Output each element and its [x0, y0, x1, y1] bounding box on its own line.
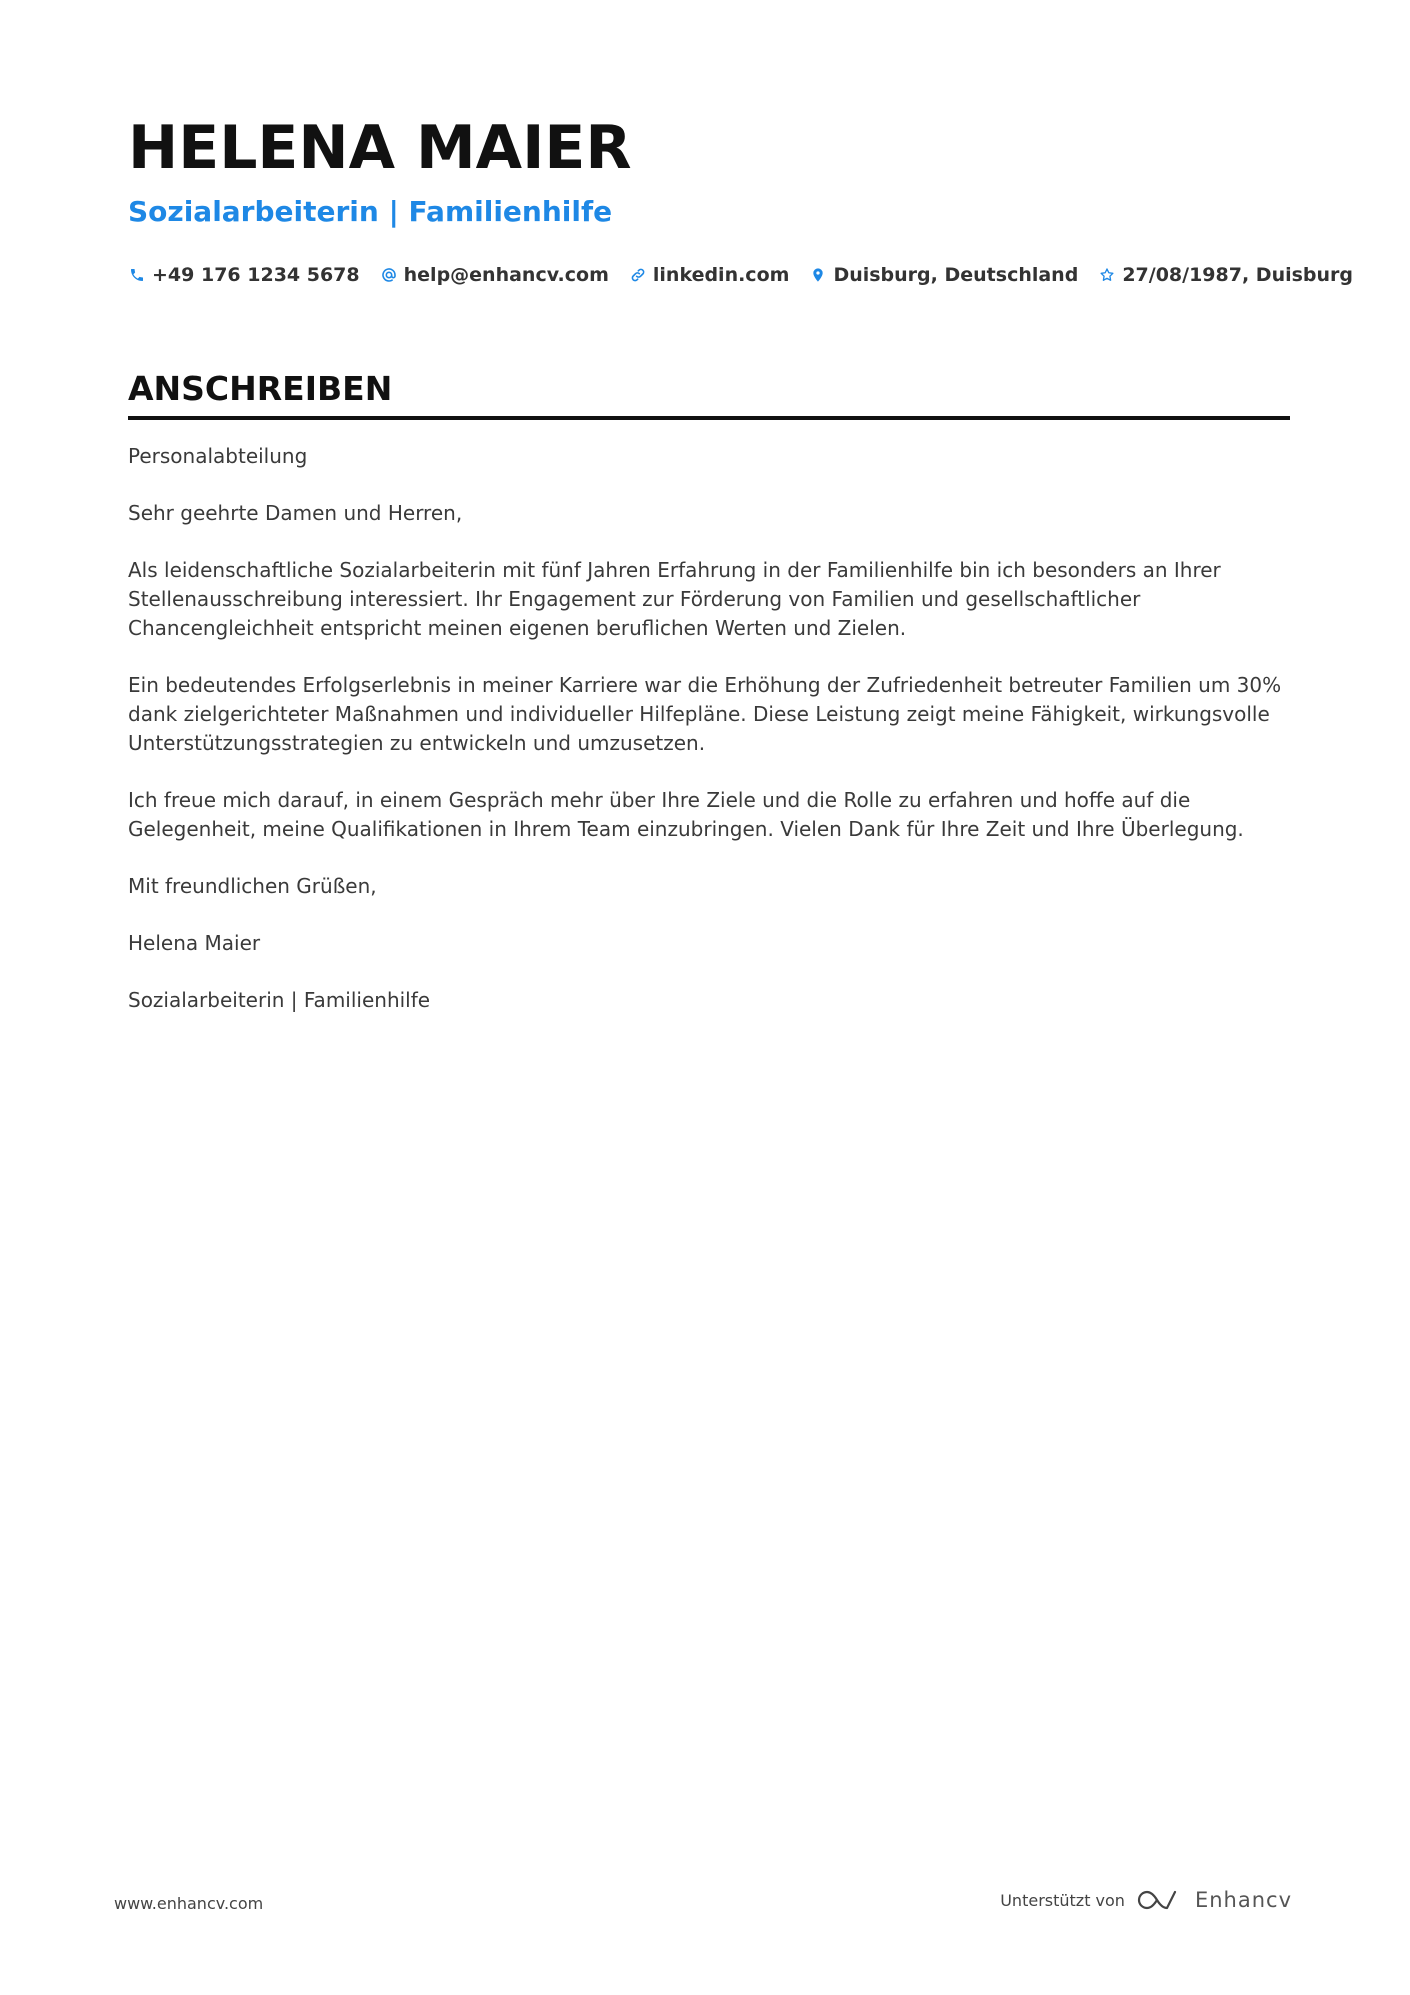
contact-location-text: Duisburg, Deutschland [833, 264, 1079, 286]
header [128, 108, 1354, 290]
contact-email[interactable] [380, 260, 609, 290]
letter-paragraph: Als leidenschaftliche Sozialarbeiterin mit fünf Jahren Erfahrung in der Familienhilfe bin ich besonders an Ihrer Stellenausschreibung interessiert. Ihr Engagement zur Förderung von Familien und gesellschaftlicher Chancengleichheit entspricht meinen eigenen beruflichen Werten und Zielen. [128, 558, 1221, 640]
location-pin-icon [809, 266, 827, 284]
letter-paragraph: Ein bedeutendes Erfolgserlebnis in meiner Karriere war die Erhöhung der Zufriedenheit betreuter Familien um 30% dank zielgerichteter Maßnahmen und individueller Hilfepläne. Diese Leistung zeigt meine Fähigkeit, wirkungsvolle Unterstützungsstrategien zu entwickeln und umzusetzen. [128, 673, 1282, 755]
contact-linkedin-text[interactable]: linkedin.com [652, 264, 790, 286]
letter-body [128, 442, 1290, 1015]
cover-letter-section [128, 368, 1290, 1043]
contact-bar [128, 260, 1354, 290]
letter-salutation: Sehr geehrte Damen und Herren, [128, 501, 463, 525]
link-icon [629, 266, 647, 284]
powered-by-label: Unterstützt von [1000, 1890, 1125, 1910]
section-divider [128, 416, 1290, 420]
letter-closing: Mit freundlichen Grüßen, [128, 874, 377, 898]
signature-name: Helena Maier [128, 931, 261, 955]
contact-birthdate [1098, 260, 1353, 290]
brand-name: Enhancv [1194, 1888, 1292, 1912]
contact-birthdate-text: 27/08/1987, Duisburg [1122, 264, 1354, 286]
phone-icon [128, 266, 146, 284]
section-title: ANSCHREIBEN [128, 369, 393, 408]
contact-phone-text: +49 176 1234 5678 [152, 264, 360, 286]
contact-email-text[interactable]: help@enhancv.com [403, 264, 609, 286]
footer-website[interactable]: www.enhancv.com [114, 1894, 264, 1913]
applicant-name: HELENA MAIER [128, 113, 632, 183]
contact-location [809, 260, 1078, 290]
footer-branding [1000, 1886, 1292, 1914]
letter-recipient: Personalabteilung [128, 444, 308, 468]
contact-phone [128, 260, 360, 290]
star-icon [1098, 266, 1116, 284]
applicant-title: Sozialarbeiterin | Familienhilfe [128, 195, 613, 228]
letter-paragraph: Ich freue mich darauf, in einem Gespräch mehr über Ihre Ziele und die Rolle zu erfahren und hoffe auf die Gelegenheit, meine Qualifikationen in Ihrem Team einzubringen. Vielen Dank für Ihre Zeit und Ihre Überlegung. [128, 788, 1244, 841]
enhancv-logo-icon [1137, 1886, 1195, 1914]
contact-linkedin[interactable] [629, 260, 790, 290]
signature-title: Sozialarbeiterin | Familienhilfe [128, 988, 431, 1012]
at-icon [380, 266, 398, 284]
